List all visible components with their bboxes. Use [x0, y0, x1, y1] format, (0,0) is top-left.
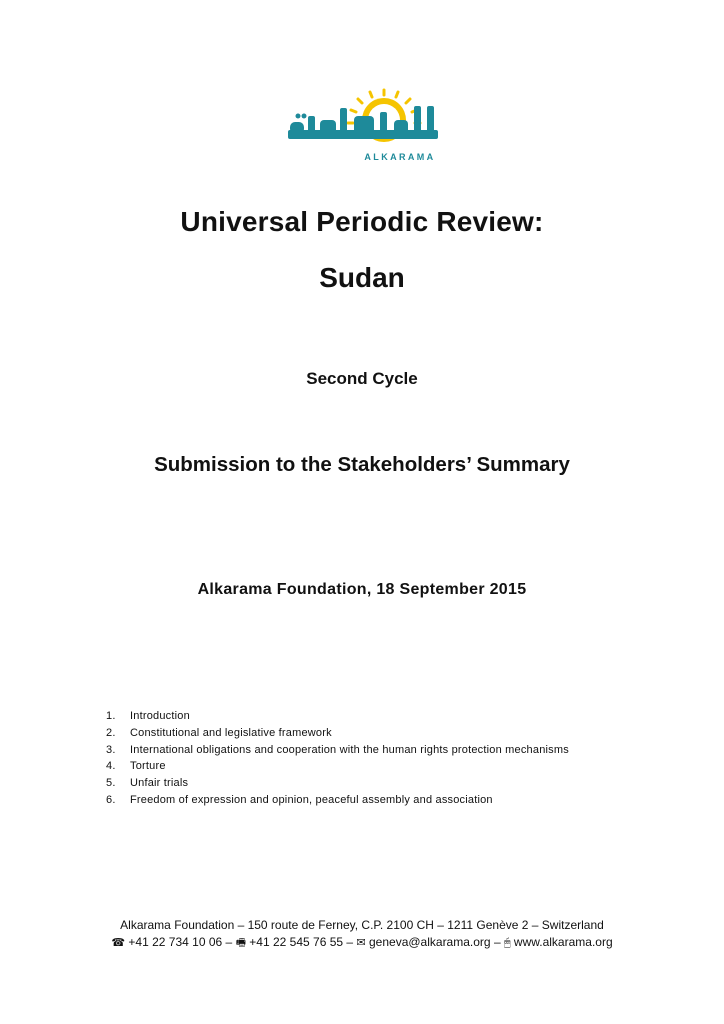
toc-item-number: 2.	[106, 726, 116, 739]
document-country: Sudan	[319, 262, 405, 293]
footer	[0, 917, 724, 951]
toc-item-number: 5.	[106, 777, 116, 790]
footer-separator: –	[346, 934, 354, 949]
footer-separator: –	[225, 934, 233, 949]
alkarama-logo	[282, 86, 444, 166]
alkarama-logo-graphic	[282, 86, 444, 166]
review-cycle: Second Cycle	[306, 369, 418, 388]
mouse-icon: 🖱	[503, 936, 511, 949]
toc-item	[106, 758, 569, 775]
footer-phone: +41 22 734 10 06	[128, 934, 223, 949]
phone-icon: ☎	[111, 936, 126, 949]
footer-address: Alkarama Foundation – 150 route de Ferney, C.P. 2100 CH – 1211 Genève 2 – Switzerland	[120, 918, 604, 932]
toc-item-number: 6.	[106, 793, 116, 806]
toc-item-label: Introduction	[130, 710, 190, 722]
toc-item	[106, 742, 569, 759]
submission-title: Submission to the Stakeholders’ Summary	[154, 453, 570, 476]
toc-item	[106, 792, 569, 809]
toc-item-label: International obligations and cooperation with the human rights protection mechanisms	[130, 743, 569, 756]
footer-contact	[0, 934, 724, 952]
toc-item-label: Torture	[130, 760, 166, 773]
author-date: Alkarama Foundation, 18 September 2015	[197, 581, 527, 598]
logo-latin-text: ALKARAMA	[364, 152, 436, 162]
footer-separator: –	[493, 934, 501, 949]
toc-item-number: 3.	[106, 743, 116, 756]
toc-item	[106, 708, 569, 725]
toc-item-number: 4.	[106, 760, 116, 773]
footer-fax: +41 22 545 76 55	[249, 934, 344, 949]
toc-item-label: Unfair trials	[130, 777, 189, 790]
toc-item-label: Constitutional and legislative framework	[130, 726, 332, 739]
fax-icon: 🖷	[235, 936, 246, 949]
toc-item	[106, 725, 569, 742]
toc-item-label: Freedom of expression and opinion, peaceful assembly and association	[130, 793, 493, 806]
footer-email-link[interactable]: geneva@alkarama.org	[369, 934, 491, 949]
document-title: Universal Periodic Review:	[180, 206, 544, 237]
footer-website-link[interactable]: www.alkarama.org	[513, 934, 613, 949]
arabic-wordmark	[288, 106, 438, 139]
envelope-icon: ✉	[356, 936, 366, 949]
table-of-contents	[106, 708, 569, 809]
toc-item-number: 1.	[106, 710, 116, 722]
toc-item	[106, 775, 569, 792]
